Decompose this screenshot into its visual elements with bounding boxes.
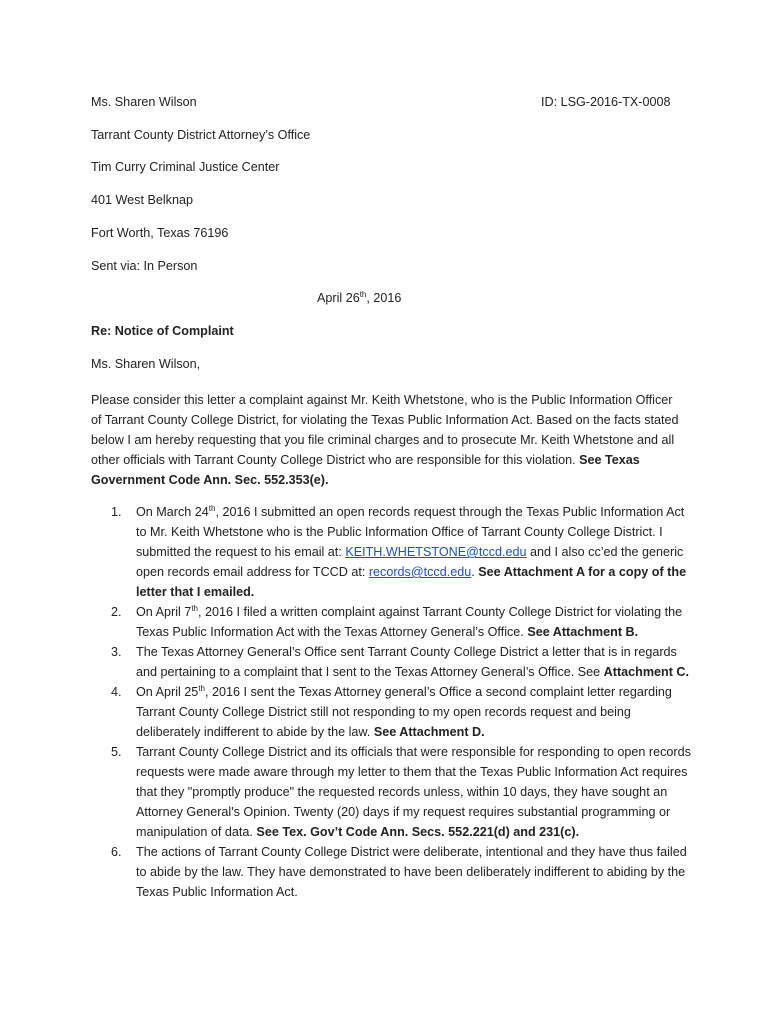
item-text: , 2016 I sent the Texas Attorney general’s Office a second complaint letter regarding Tarrant County College District still not responding to my open records request and being deliberately indifferent to abide by the law. — [136, 685, 672, 739]
salutation: Ms. Sharen Wilson, — [91, 357, 201, 371]
item-text: On April 7 — [136, 605, 192, 619]
item-number: 5. — [111, 745, 122, 759]
date-year: , 2016 — [366, 291, 402, 305]
intro-text: Please consider this letter a complaint against Mr. Keith Whetstone, who is the Public Information Officer of Tarrant County College District, for violating the Texas Public Information Act. Based on the facts stated below I am hereby requesting that you file criminal charges and to prosecute Mr. Keith Whetstone and all other officials with Tarrant County College District who are responsible for this violation. — [91, 393, 679, 467]
recipient-name: Ms. Sharen Wilson — [91, 95, 197, 109]
recipient-street: 401 West Belknap — [91, 193, 193, 207]
item-text: Tarrant County College District and its officials that were responsible for responding to open records requests were made aware through my letter to them that the Texas Public Information Act requires that they "promptly produce" the requested records unless, within 10 days, they have sought an Attorney General's Opinion. Twenty (20) days if my request requires substantial programming or manipulation of data. — [136, 745, 691, 839]
ordinal-sup: th — [208, 503, 216, 513]
item-number: 3. — [111, 645, 122, 659]
records-email-link[interactable]: records@tccd.edu — [368, 565, 472, 579]
ordinal-sup: th — [191, 603, 198, 613]
keith-email-link[interactable]: KEITH.WHETSTONE@tccd.edu — [345, 545, 527, 559]
attachment-reference: See Attachment D. — [373, 725, 485, 739]
list-item — [91, 642, 691, 682]
item-number: 4. — [111, 685, 122, 699]
item-text: . — [471, 565, 479, 579]
attachment-reference: See Attachment B. — [527, 625, 639, 639]
item-text: On March 24 — [136, 505, 209, 519]
item-text: The Texas Attorney General’s Office sent Tarrant County College District a letter that is in regards and pertaining to a complaint that I sent to the Texas Attorney General’s Office. See — [136, 645, 677, 679]
recipient-city: Fort Worth, Texas 76196 — [91, 226, 229, 240]
item-text: , 2016 I filed a written complaint against Tarrant County College District for violating the Texas Public Information Act with the Texas Attorney General’s Office. — [136, 605, 683, 639]
intro-paragraph — [91, 390, 681, 490]
list-item — [91, 842, 691, 902]
item-number: 6. — [111, 845, 122, 859]
letter-date — [317, 291, 401, 305]
item-text: The actions of Tarrant County College District were deliberate, intentional and they have thus failed to abide by the law. They have demonstrated to have been deliberately indifferent to abiding by the Texas Public Information Act. — [136, 845, 687, 899]
document-id: ID: LSG-2016-TX-0008 — [541, 95, 671, 109]
statute-reference: See Tex. Gov’t Code Ann. Secs. 552.221(d) and 231(c). — [256, 825, 580, 839]
item-text: On April 25 — [136, 685, 199, 699]
list-item — [91, 502, 691, 602]
ordinal-sup: th — [198, 683, 205, 693]
recipient-office: Tarrant County District Attorney’s Office — [91, 128, 311, 142]
item-number: 2. — [111, 605, 122, 619]
attachment-reference: Attachment C. — [603, 665, 690, 679]
list-item — [91, 742, 691, 842]
subject-line: Re: Notice of Complaint — [91, 324, 234, 338]
item-text: , 2016 I submitted an open records request through the Texas Public Information Act to Mr. Keith Whetstone who is the Public Information Office of Tarrant County College District. I submitted the request to his email at: — [136, 505, 685, 559]
date-month-day: April 26 — [317, 291, 360, 305]
complaint-list — [91, 502, 691, 902]
date-ordinal: th — [359, 289, 367, 299]
item-number: 1. — [111, 505, 122, 519]
intro-citation: See Texas Government Code Ann. Sec. 552.353(e). — [91, 453, 640, 487]
item-text: and I also cc’ed the generic open records email address for TCCD at: — [136, 545, 684, 579]
sent-via: Sent via: In Person — [91, 259, 198, 273]
list-item — [91, 682, 691, 742]
recipient-building: Tim Curry Criminal Justice Center — [91, 160, 280, 174]
list-item — [91, 602, 691, 642]
attachment-reference: See Attachment A for a copy of the letter that I emailed. — [136, 565, 687, 599]
